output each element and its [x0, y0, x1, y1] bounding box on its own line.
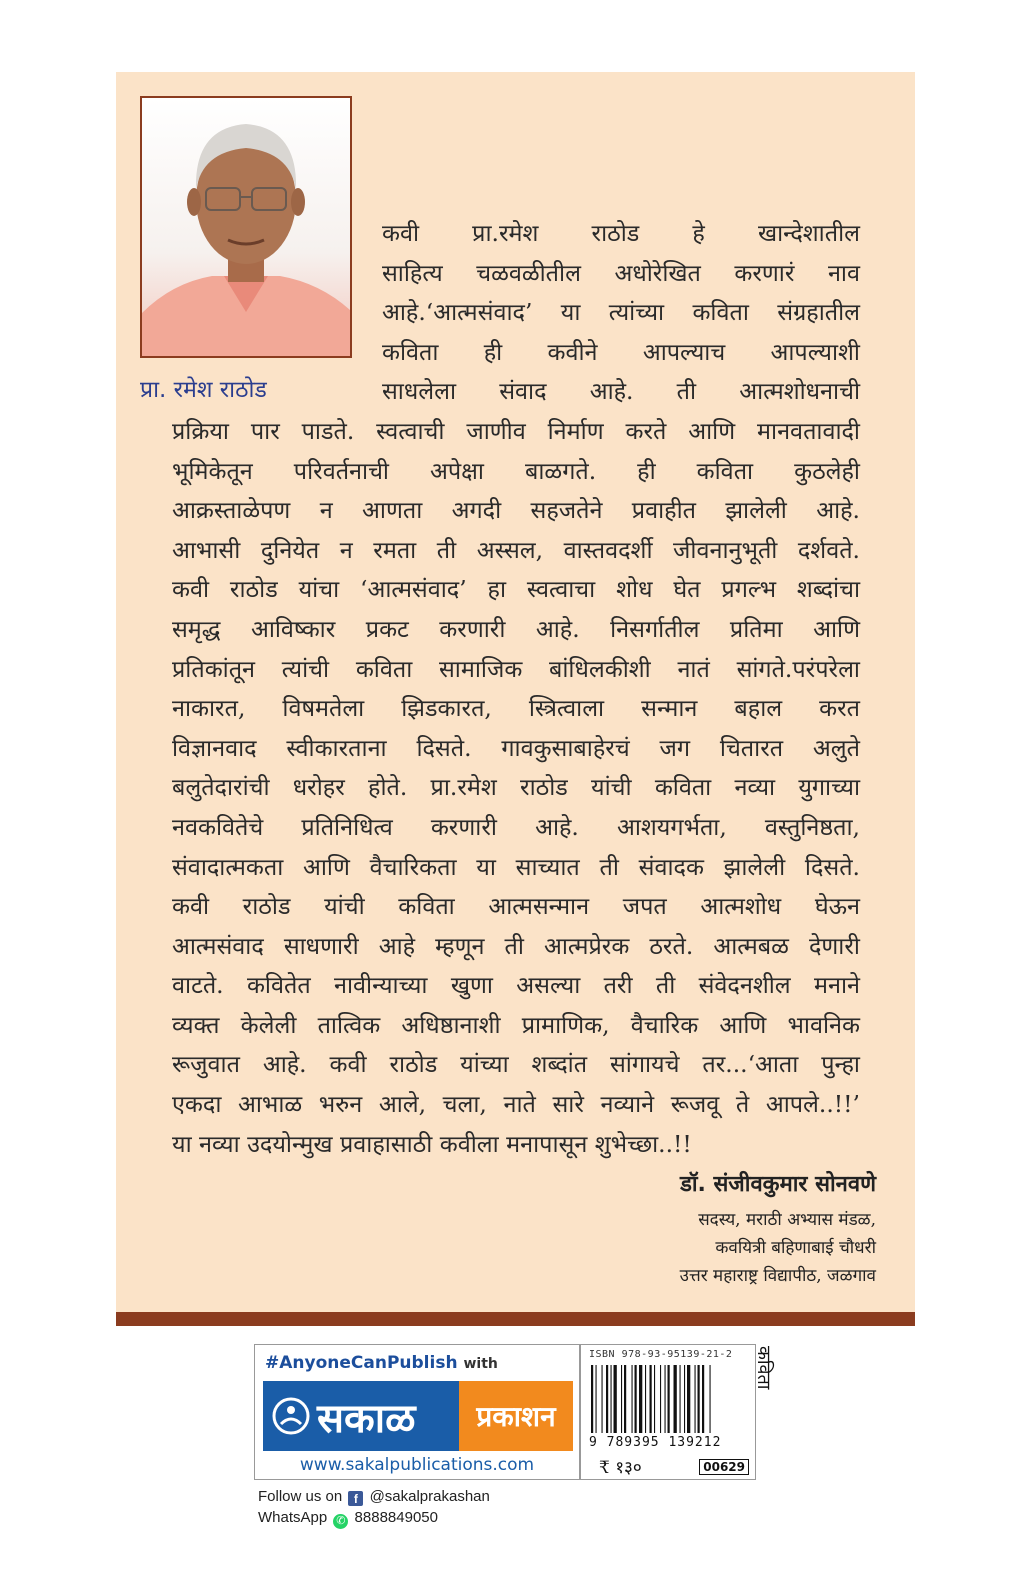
genre-text: कविता	[753, 1346, 774, 1390]
hashtag-text: #AnyoneCanPublish	[265, 1353, 458, 1373]
barcode-bar	[645, 1365, 646, 1433]
signature-role: सदस्य, मराठी अभ्यास मंडळ,	[698, 1210, 876, 1230]
blurb-line: आभासी दुनियेत न रमता ती अस्सल, वास्तवदर्शी जीवनानुभूती दर्शवते.	[172, 535, 860, 564]
blurb-line: साहित्य चळवळीतील अधोरेखित करणारं नाव	[382, 258, 860, 287]
hashtag-with: with	[463, 1356, 498, 1372]
blurb-line: कवी राठोड यांचा ‘आत्मसंवाद’ हा स्वत्वाचा शोध घेत प्रगल्भ शब्दांचा	[172, 575, 860, 604]
barcode-icon	[589, 1365, 749, 1433]
barcode-bar	[674, 1365, 677, 1433]
barcode-bar	[611, 1365, 612, 1433]
barcode-bar	[606, 1365, 608, 1433]
barcode-bar	[665, 1365, 666, 1433]
logo-sakal-text: सकाळ	[317, 1394, 416, 1442]
barcode-digits: 9 789395 139212	[589, 1435, 722, 1450]
blurb-line: कवी प्रा.रमेश राठोड हे खान्देशातील	[382, 219, 860, 247]
barcode-bar	[668, 1365, 670, 1433]
barcode-bar	[596, 1365, 597, 1433]
barcode-bar	[639, 1365, 642, 1433]
barcode-bar	[684, 1365, 685, 1433]
blurb-line: एकदा आभाळ भरुन आले, चला, नाते सारे नव्याने रूजवू ते आपले..!!’	[172, 1090, 860, 1119]
whatsapp-row[interactable]	[258, 1507, 490, 1529]
barcode-bar	[624, 1365, 626, 1433]
whatsapp-icon: ✆	[333, 1514, 348, 1529]
publisher-box	[254, 1344, 580, 1480]
blurb-line: कवी राठोड यांची कविता आत्मसन्मान जपत आत्मशोध घेऊन	[172, 892, 860, 921]
publisher-hashtag	[265, 1353, 498, 1373]
price: ₹ १३०	[599, 1458, 642, 1478]
barcode-bar	[687, 1365, 690, 1433]
blurb-line: रूजुवात आहे. कवी राठोड यांच्या शब्दांत सांगायचे तर...‘आता पुन्हा	[172, 1050, 860, 1079]
barcode-bar	[702, 1365, 704, 1433]
barcode-bar	[635, 1365, 637, 1433]
whatsapp-number: 8888849050	[354, 1509, 438, 1526]
social-links	[258, 1486, 490, 1529]
blurb-line: संवादात्मकता आणि वैचारिकता या साच्यात ती संवादक झालेली दिसते.	[172, 852, 860, 881]
sakal-emblem-icon	[271, 1396, 311, 1436]
signature-chair: कवयित्री बहिणाबाई चौधरी	[715, 1238, 876, 1258]
blurb-line: नवकवितेचे प्रतिनिधित्व करणारी आहे. आशयगर्भता, वस्तुनिष्ठता,	[172, 812, 860, 841]
barcode-bar	[591, 1365, 593, 1433]
blurb-line: आत्मसंवाद साधणारी आहे म्हणून ती आत्मप्रेरक ठरते. आत्मबळ देणारी	[172, 931, 860, 960]
follow-label: Follow us on	[258, 1488, 343, 1505]
blurb-line: बलुतेदारांची धरोहर होते. प्रा.रमेश राठोड यांची कविता नव्या युगाच्या	[172, 773, 860, 802]
sakal-logo	[263, 1381, 459, 1451]
isbn-barcode-box	[580, 1344, 756, 1480]
blurb-line: आक्रस्ताळेपण न आणता अगदी सहजतेने प्रवाहीत झालेली आहे.	[172, 496, 860, 525]
facebook-handle: @sakalprakashan	[369, 1488, 490, 1505]
blurb-line: या नव्या उदयोन्मुख प्रवाहासाठी कवीला मनापासून शुभेच्छा..!!	[172, 1129, 692, 1158]
blurb-line: प्रतिकांतून त्यांची कविता सामाजिक बांधिलकीशी नातं सांगते.परंपरेला	[172, 654, 860, 683]
signature-university: उत्तर महाराष्ट्र विद्यापीठ, जळगाव	[679, 1266, 876, 1286]
bottom-divider-bar	[116, 1312, 915, 1326]
logo-prakashan-text: प्रकाशन	[476, 1400, 556, 1433]
blurb-line: साधलेला संवाद आहे. ती आत्मशोधनाची	[382, 377, 860, 406]
blurb-line: समृद्ध आविष्कार प्रकट करणारी आहे. निसर्गातील प्रतिमा आणि	[172, 614, 860, 643]
blurb-line: भूमिकेतून परिवर्तनाची अपेक्षा बाळगते. ही कविता कुठलेही	[172, 456, 860, 485]
barcode-bar	[621, 1365, 622, 1433]
facebook-row[interactable]	[258, 1486, 490, 1507]
barcode-bar	[654, 1365, 655, 1433]
blurb-line: व्यक्त केलेली तात्विक अधिष्ठानाशी प्रामाणिक, वैचारिक आणि भावनिक	[172, 1010, 860, 1039]
blurb-line: नाकारत, विषमतेला झिडकारत, स्त्रित्वाला सन्मान बहाल करत	[172, 694, 860, 723]
barcode-bar	[698, 1365, 700, 1433]
blurb-line: कविता ही कवीने आपल्याच आपल्याशी	[382, 337, 860, 366]
barcode-bar	[710, 1365, 711, 1433]
barcode-bar	[695, 1365, 696, 1433]
blurb-line: आहे.‘आत्मसंवाद’ या त्यांच्या कविता संग्रहातील	[382, 298, 860, 327]
facebook-icon: f	[348, 1491, 363, 1506]
barcode-bar	[650, 1365, 652, 1433]
barcode-bar	[660, 1365, 661, 1433]
whatsapp-label: WhatsApp	[258, 1509, 328, 1526]
signature-block	[680, 1168, 876, 1290]
barcode-bar	[680, 1365, 681, 1433]
blurb-line: विज्ञानवाद स्वीकारताना दिसते. गावकुसाबाहेरचं जग चितारत अलुते	[172, 733, 860, 762]
barcode-bar	[632, 1365, 633, 1433]
prakashan-logo	[459, 1381, 573, 1451]
publisher-website[interactable]: www.sakalpublications.com	[299, 1455, 535, 1475]
blurb-text	[172, 214, 860, 1164]
barcode-bar	[614, 1365, 617, 1433]
signature-name: डॉ. संजीवकुमार सोनवणे	[680, 1172, 876, 1197]
genre-label	[753, 1346, 780, 1426]
blurb-line: वाटते. कवितेत नावीन्याच्या खुणा असल्या तरी ती संवेदनशील मनाने	[172, 971, 860, 1000]
barcode-bar	[602, 1365, 603, 1433]
isbn-text: ISBN 978-93-95139-21-2	[589, 1349, 733, 1360]
author-caption: प्रा. रमेश राठोड	[140, 377, 267, 403]
blurb-line: प्रक्रिया पार पाडते. स्वत्वाची जाणीव निर्माण करते आणि मानवतावादी	[172, 416, 860, 445]
price-code: 00629	[699, 1459, 749, 1475]
